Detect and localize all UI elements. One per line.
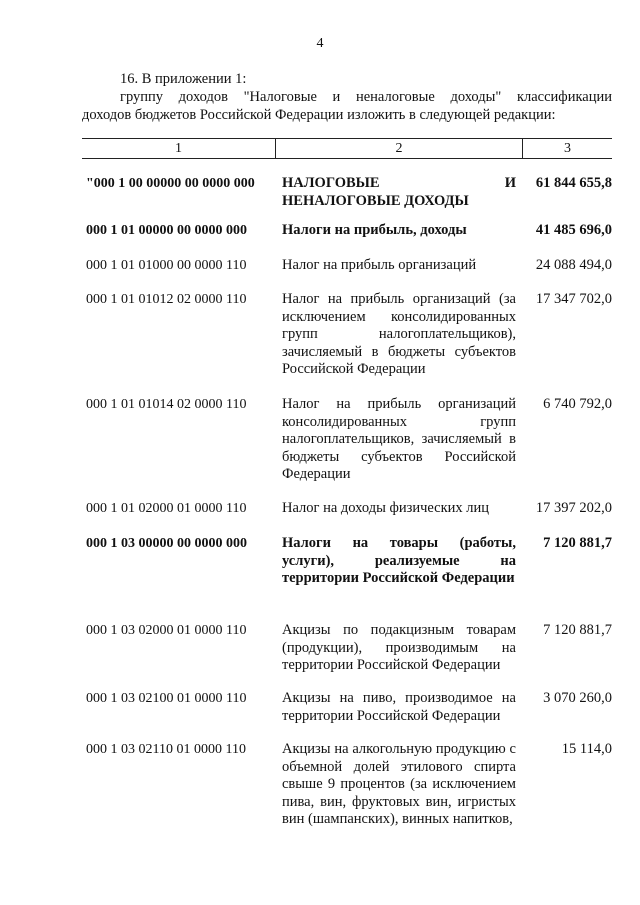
row-code: 000 1 01 01012 02 0000 110 [86, 292, 247, 307]
row-code: 000 1 01 02000 01 0000 110 [86, 501, 247, 516]
row-amount: 17 347 702,0 [535, 291, 612, 307]
row-name: Налог на прибыль организаций (за исключением консолидированных групп налогоплательщиков), зачисляемый в бюджеты субъектов Российской Федерации [282, 291, 516, 377]
row-name: Акцизы на алкогольную продукцию с объемной долей этилового спирта свыше 9 процентов (за исключением пива, вин, фруктовых вин, игристых вин (шампанских), винных напитков, [282, 741, 516, 827]
row-amount: 17 397 202,0 [535, 500, 612, 516]
row-code: 000 1 01 01000 00 0000 110 [86, 258, 247, 273]
row-name: Налог на прибыль организаций [282, 257, 477, 273]
row-amount: 41 485 696,0 [535, 222, 612, 238]
row-code: 000 1 03 02110 01 0000 110 [86, 742, 246, 757]
page-number: 4 [316, 36, 324, 51]
row-name: Акцизы на пиво, производимое на территории Российской Федерации [282, 690, 516, 724]
intro-text-line: доходов бюджетов Российской Федерации изложить в следующей редакции: [82, 107, 556, 123]
row-name: Налоги на товары (работы, услуги), реализуемые на территории Российской Федерации [282, 535, 516, 586]
row-name: Налог на прибыль организаций консолидированных групп налогоплательщиков, зачисляемый в бюджеты субъектов Российской Федерации [282, 396, 516, 482]
row-name: НАЛОГОВЫЕ И НЕНАЛОГОВЫЕ ДОХОДЫ [282, 175, 516, 209]
row-amount: 15 114,0 [561, 741, 612, 757]
row-name: Налоги на прибыль, доходы [282, 222, 467, 238]
table-header [82, 138, 612, 159]
row-amount: 24 088 494,0 [535, 257, 612, 273]
row-code: "000 1 00 00000 00 0000 000 [86, 176, 255, 191]
row-name: Налог на доходы физических лиц [282, 500, 490, 516]
row-code: 000 1 03 02000 01 0000 110 [86, 623, 247, 638]
intro-text-line: группу доходов "Налоговые и неналоговые доходы" классификации [120, 89, 612, 105]
row-code: 000 1 03 00000 00 0000 000 [86, 536, 247, 551]
row-amount: 61 844 655,8 [535, 175, 612, 191]
intro-item-number: 16. В приложении 1: [120, 71, 247, 87]
row-code: 000 1 01 00000 00 0000 000 [86, 223, 247, 238]
row-code: 000 1 01 01014 02 0000 110 [86, 397, 247, 412]
row-code: 000 1 03 02100 01 0000 110 [86, 691, 247, 706]
row-amount: 7 120 881,7 [543, 622, 612, 638]
row-amount: 3 070 260,0 [543, 690, 612, 706]
row-amount: 6 740 792,0 [543, 396, 612, 412]
column-header-3: 3 [564, 141, 571, 156]
row-amount: 7 120 881,7 [543, 535, 612, 551]
column-header-1: 1 [82, 139, 276, 158]
column-header-2: 2 [276, 139, 523, 158]
row-name: Акцизы по подакцизным товарам (продукции), производимым на территории Российской Федерации [282, 622, 516, 673]
